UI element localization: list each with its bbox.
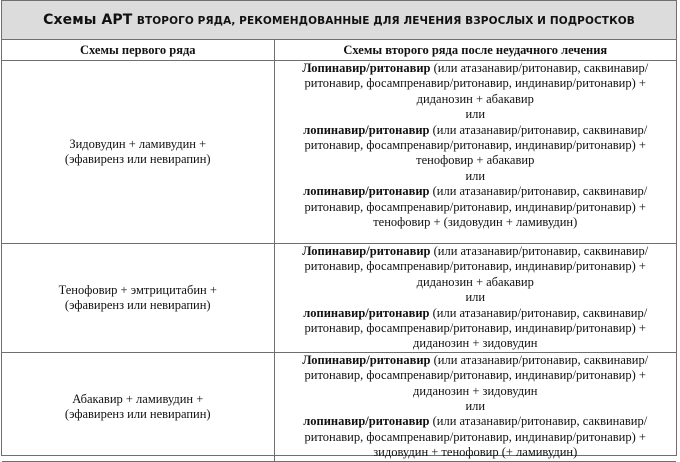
or-separator: или: [465, 107, 486, 122]
regimen-option: лопинавир/ритонавир (или атазанавир/ритонавир, саквинавир/: [303, 305, 648, 320]
first-line-regimen: Зидовудин + ламивудин + (эфавиренз или невирапин): [2, 61, 274, 244]
art-table-frame: [1, 0, 677, 460]
regimen-option: Лопинавир/ритонавир (или атазанавир/ритонавир, саквинавир/: [302, 61, 649, 75]
regimen-option: лопинавир/ритонавир (или атазанавир/ритонавир, саквинавир/: [303, 184, 648, 199]
header-first-line: Схемы первого ряда: [2, 40, 274, 61]
or-separator: или: [465, 168, 486, 183]
second-line-regimens: Лопинавир/ритонавир (или атазанавир/ритонавир, саквинавир/ ритонавир, фосампренавир/ритонавир, индинавир/ритонавир) + диданозин + абакавир или лопинавир/ритонавир (или атазанавир/ритонавир, саквинавир/ ритонавир, фосампренавир/ритонавир, индинавир/ритонавир) + диданозин + зидовудин: [274, 244, 676, 353]
first-line-regimen: Абакавир + ламивудин + (эфавиренз или невирапин): [2, 352, 274, 461]
second-line-regimens: Лопинавир/ритонавир (или атазанавир/ритонавир, саквинавир/ ритонавир, фосампренавир/ритонавир, индинавир/ритонавир) + диданозин + зидовудин или лопинавир/ритонавир (или атазанавир/ритонавир, саквинавир/ ритонавир, фосампренавир/ритонавир, индинавир/ритонавир) + зидовудин + тенофовир (+ ламивудин): [274, 352, 676, 461]
second-line-regimens: Лопинавир/ритонавир (или атазанавир/ритонавир, саквинавир/ ритонавир, фосампренавир/ритонавир, индинавир/ритонавир) + диданозин + абакавир или лопинавир/ритонавир (или атазанавир/ритонавир, саквинавир/ ритонавир, фосампренавир/ритонавир, индинавир/ритонавир) + тенофовир + абакавир или лопинавир/ритонавир (или атазанавир/ритонавир, саквинавир/ ритонавир, фосампренавир/ритонавир, индинавир/ритонавир) + тенофовир + (зидовудин + ламивудин): [274, 61, 676, 244]
or-separator: или: [465, 399, 486, 414]
regimen-option: лопинавир/ритонавир (или атазанавир/ритонавир, саквинавир/: [303, 122, 648, 137]
table-title: [2, 1, 676, 40]
regimen-table: [2, 40, 676, 462]
table-row: [2, 61, 676, 244]
header-second-line: Схемы второго ряда после неудачного лечения: [274, 40, 676, 61]
table-row: [2, 352, 676, 461]
table-title-rest: ВТОРОГО РЯДА, РЕКОМЕНДОВАННЫЕ ДЛЯ ЛЕЧЕНИЯ ВЗРОСЛЫХ И ПОДРОСТКОВ: [136, 15, 635, 27]
regimen-option: Лопинавир/ритонавир (или атазанавир/ритонавир, саквинавир/: [302, 244, 649, 258]
or-separator: или: [465, 290, 486, 305]
header-row: [2, 40, 676, 61]
table-title-main: Схемы АРТ: [43, 12, 133, 28]
table-row: [2, 244, 676, 353]
regimen-option: Лопинавир/ритонавир (или атазанавир/ритонавир, саквинавир/: [302, 352, 649, 367]
regimen-option: лопинавир/ритонавир (или атазанавир/ритонавир, саквинавир/: [303, 414, 648, 429]
first-line-regimen: Тенофовир + эмтрицитабин + (эфавиренз или невирапин): [2, 244, 274, 353]
